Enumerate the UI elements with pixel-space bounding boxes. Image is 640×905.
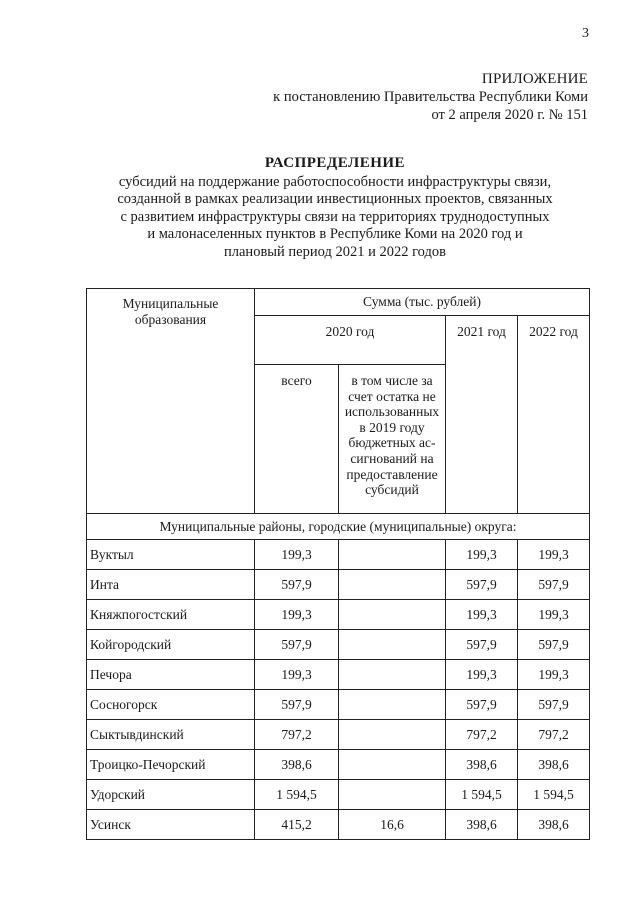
value-2022: 597,9 (518, 690, 590, 720)
value-2021: 597,9 (446, 630, 518, 660)
value-2022: 597,9 (518, 570, 590, 600)
table-row (87, 660, 590, 690)
page-number: 3 (582, 26, 589, 41)
header-sum: Сумма (тыс. рублей) (255, 289, 590, 316)
heading-line-2: созданной в рамках реализации инвестиционных проектов, связанных (117, 191, 553, 208)
value-2020-including (339, 690, 446, 720)
header-2022: 2022 год (518, 316, 590, 514)
header-including: в том числе за счет остатка не использованных в 2019 году бюджетных ас-сигнований на предоставление субсидий (339, 365, 446, 514)
municipality-name: Троицко-Печорский (87, 750, 255, 780)
value-2020-including (339, 540, 446, 570)
municipality-name: Княжпогостский (87, 600, 255, 630)
value-2022: 1 594,5 (518, 780, 590, 810)
value-2021: 199,3 (446, 660, 518, 690)
value-2020-total: 797,2 (255, 720, 339, 750)
value-2021: 1 594,5 (446, 780, 518, 810)
value-2022: 398,6 (518, 810, 590, 840)
value-2020-total: 1 594,5 (255, 780, 339, 810)
appendix-block (273, 70, 588, 124)
value-2020-total: 199,3 (255, 600, 339, 630)
heading-line-1: субсидий на поддержание работоспособности инфраструктуры связи, (118, 173, 552, 190)
municipality-name: Койгородский (87, 630, 255, 660)
value-2022: 199,3 (518, 600, 590, 630)
value-2020-including (339, 570, 446, 600)
value-2021: 199,3 (446, 600, 518, 630)
municipality-name: Сосногорск (87, 690, 255, 720)
appendix-line-1: к постановлению Правительства Республики Коми (273, 89, 588, 105)
table-row (87, 780, 590, 810)
value-2020-including (339, 780, 446, 810)
value-2020-total: 597,9 (255, 690, 339, 720)
appendix-title: ПРИЛОЖЕНИЕ (481, 71, 588, 87)
value-2022: 398,6 (518, 750, 590, 780)
value-2020-total: 415,2 (255, 810, 339, 840)
value-2021: 398,6 (446, 750, 518, 780)
value-2022: 199,3 (518, 540, 590, 570)
table-row (87, 690, 590, 720)
table-body (87, 540, 590, 840)
heading-line-4: и малонаселенных пунктов в Республике Коми на 2020 год и (147, 226, 523, 243)
heading-title: РАСПРЕДЕЛЕНИЕ (264, 155, 406, 171)
table-row (87, 630, 590, 660)
value-2021: 597,9 (446, 690, 518, 720)
document-heading (90, 155, 580, 262)
table-row (87, 600, 590, 630)
value-2022: 597,9 (518, 630, 590, 660)
table-row (87, 810, 590, 840)
heading-line-5: плановый период 2021 и 2022 годов (224, 243, 446, 260)
header-total: всего (255, 365, 339, 514)
header-2020: 2020 год (255, 316, 446, 365)
value-2020-total: 199,3 (255, 660, 339, 690)
municipality-name: Удорский (87, 780, 255, 810)
value-2020-including (339, 720, 446, 750)
value-2020-including (339, 630, 446, 660)
table-row (87, 570, 590, 600)
municipality-name: Инта (87, 570, 255, 600)
municipality-name: Печора (87, 660, 255, 690)
value-2020-total: 597,9 (255, 630, 339, 660)
value-2021: 797,2 (446, 720, 518, 750)
value-2021: 199,3 (446, 540, 518, 570)
value-2022: 797,2 (518, 720, 590, 750)
value-2020-total: 199,3 (255, 540, 339, 570)
value-2020-including (339, 600, 446, 630)
group-label: Муниципальные районы, городские (муниципальные) округа: (87, 514, 590, 540)
municipality-name: Вуктыл (87, 540, 255, 570)
value-2020-including (339, 660, 446, 690)
value-2022: 199,3 (518, 660, 590, 690)
heading-line-3: с развитием инфраструктуры связи на территориях труднодоступных (120, 208, 550, 225)
value-2020-including (339, 750, 446, 780)
municipality-name: Сыктывдинский (87, 720, 255, 750)
header-municipal: Муниципальные образования (87, 289, 255, 514)
header-2021: 2021 год (446, 316, 518, 514)
value-2020-total: 597,9 (255, 570, 339, 600)
value-2021: 597,9 (446, 570, 518, 600)
appendix-line-2: от 2 апреля 2020 г. № 151 (431, 107, 588, 123)
municipality-name: Усинск (87, 810, 255, 840)
table-row (87, 750, 590, 780)
subsidy-table (86, 288, 590, 840)
table-row (87, 540, 590, 570)
table-row (87, 720, 590, 750)
value-2020-including: 16,6 (339, 810, 446, 840)
value-2021: 398,6 (446, 810, 518, 840)
value-2020-total: 398,6 (255, 750, 339, 780)
